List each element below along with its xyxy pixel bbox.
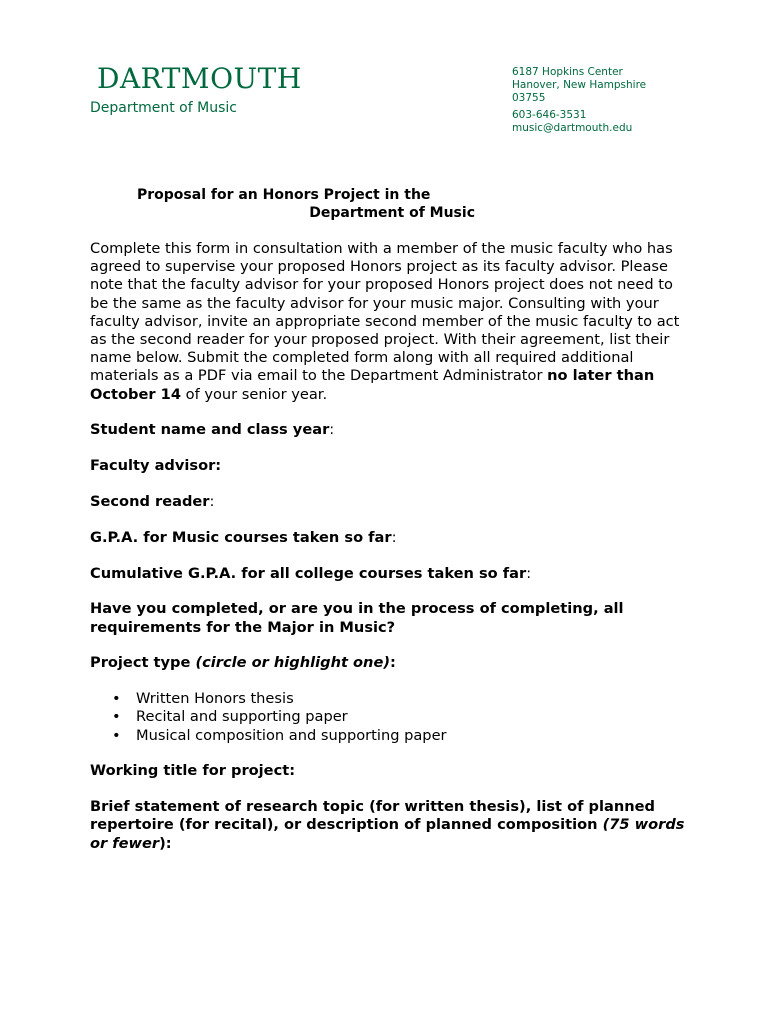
field-working-title bbox=[90, 762, 690, 780]
contact-phone: 603-646-3531 bbox=[512, 109, 587, 121]
colon: : bbox=[329, 421, 335, 439]
bullet-icon: • bbox=[112, 708, 121, 726]
colon: : bbox=[209, 493, 215, 511]
department-name: Department of Music bbox=[90, 100, 237, 116]
field-student-name bbox=[90, 421, 690, 439]
second-reader-label: Second reader bbox=[90, 493, 210, 511]
address-city: Hanover, New Hampshire bbox=[512, 79, 647, 91]
title-line-2: Department of Music bbox=[309, 205, 475, 221]
option-label: Written Honors thesis bbox=[136, 690, 294, 708]
field-brief-statement bbox=[90, 798, 690, 853]
requirements-question: Have you completed, or are you in the process of completing, all requirements for the Major in Music? bbox=[90, 600, 624, 636]
instructions-text: Complete this form in consultation with a member of the music faculty who has agreed to supervise your proposed Honors project as its faculty advisor. Please note that the faculty advisor for your proposed Honors project does not need to be the same as the faculty advisor for your music major. Consulting with your faculty advisor, invite an appropriate second member of the music faculty to act as the second reader for your proposed project. With their agreement, list their name below. Submit the completed form along with all required additional materials as a PDF via email to the Department Administrator bbox=[90, 240, 680, 385]
project-type-hint: (circle or highlight one) bbox=[195, 654, 391, 672]
statement-end: ): bbox=[159, 834, 172, 852]
project-type-options bbox=[90, 690, 690, 745]
instructions-tail: of your senior year. bbox=[181, 385, 328, 403]
working-title-label: Working title for project: bbox=[90, 762, 296, 780]
title-line-1: Proposal for an Honors Project in the bbox=[137, 187, 431, 203]
instructions-paragraph bbox=[90, 240, 690, 404]
statement-label: Brief statement of research topic (for written thesis), list of planned repertoire (for recital), or description of planned composition bbox=[90, 798, 655, 834]
colon: : bbox=[391, 528, 397, 546]
colon: : bbox=[390, 654, 396, 672]
field-gpa-cumulative bbox=[90, 565, 690, 583]
faculty-advisor-label: Faculty advisor: bbox=[90, 457, 222, 475]
option-label: Musical composition and supporting paper bbox=[136, 726, 447, 744]
bullet-icon: • bbox=[112, 690, 121, 708]
contact-email[interactable]: music@dartmouth.edu bbox=[512, 122, 633, 134]
project-type-option-recital[interactable] bbox=[90, 708, 690, 726]
project-type-label: Project type bbox=[90, 654, 196, 672]
colon: : bbox=[526, 564, 532, 582]
gpa-music-label: G.P.A. for Music courses taken so far bbox=[90, 528, 392, 546]
address-street: 6187 Hopkins Center bbox=[512, 66, 623, 78]
field-second-reader bbox=[90, 493, 690, 511]
project-type-option-composition[interactable] bbox=[90, 727, 690, 745]
field-faculty-advisor bbox=[90, 457, 690, 475]
form-body bbox=[90, 240, 690, 870]
option-label: Recital and supporting paper bbox=[136, 708, 348, 726]
page-title bbox=[137, 186, 477, 222]
statement-hint: (75 words or fewer bbox=[90, 816, 685, 852]
deadline-text: no later than October 14 bbox=[90, 367, 655, 403]
field-gpa-music bbox=[90, 529, 690, 547]
student-name-label: Student name and class year bbox=[90, 421, 330, 439]
contact-block bbox=[512, 66, 646, 135]
dartmouth-logo: DARTMOUTH bbox=[97, 62, 302, 95]
gpa-cumulative-label: Cumulative G.P.A. for all college courses taken so far bbox=[90, 564, 527, 582]
address-zip: 03755 bbox=[512, 92, 546, 104]
field-project-type bbox=[90, 654, 690, 672]
field-requirements bbox=[90, 600, 690, 636]
project-type-option-thesis[interactable] bbox=[90, 690, 690, 708]
bullet-icon: • bbox=[112, 726, 121, 744]
